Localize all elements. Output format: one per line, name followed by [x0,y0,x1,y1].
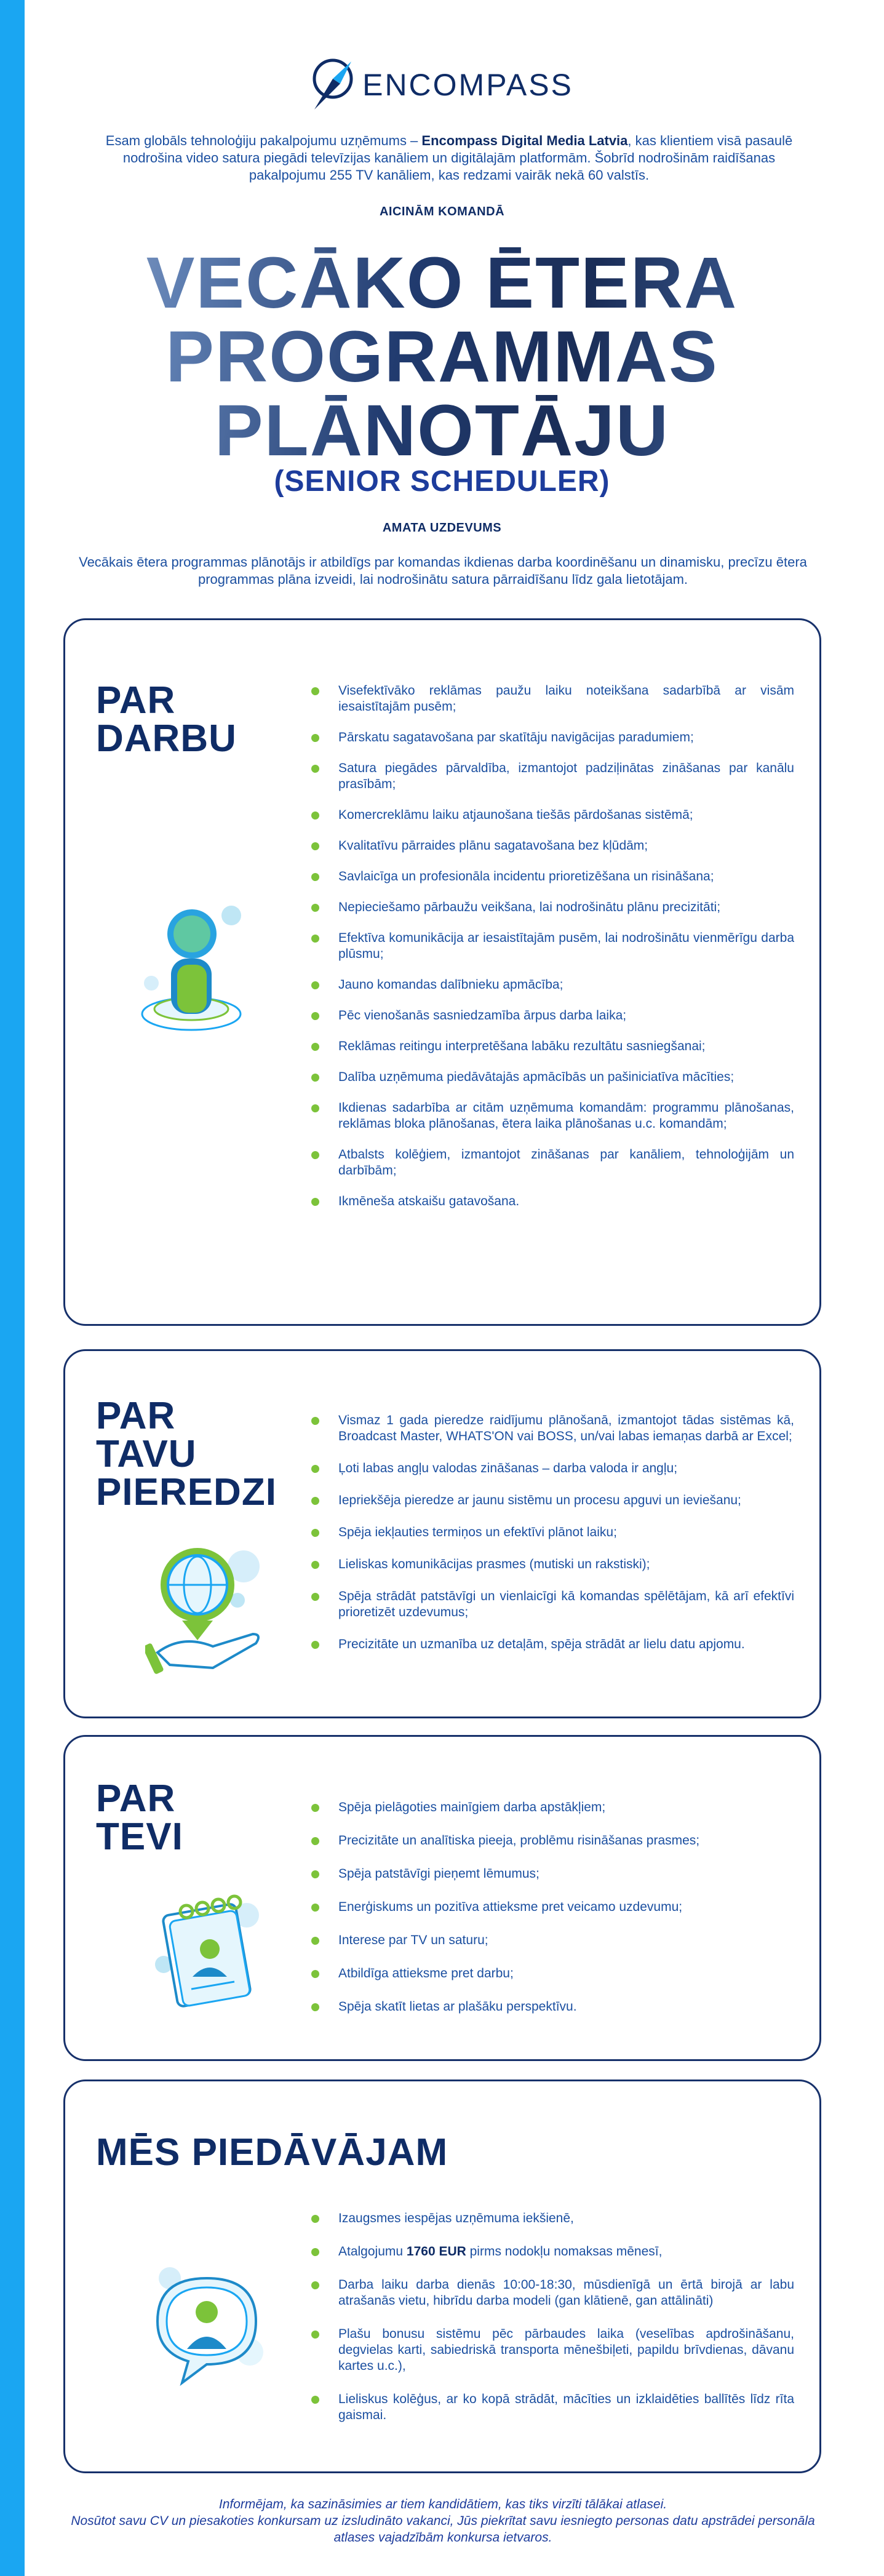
job-title-line-2: PROGRAMMAS [165,316,719,397]
list-item: Enerģiskums un pozitīva attieksme pret veicamo uzdevumu; [311,1899,794,1915]
list-item: Izaugsmes iespējas uzņēmuma iekšienē, [311,2211,794,2227]
compass-logo-icon [311,57,359,113]
list-item: Atbalsts kolēģiem, izmantojot zināšanas par kanāliem, tehnoloģijām un darbībām; [311,1147,794,1179]
title-line: TEVI [96,1816,183,1858]
card-par-darbu [63,618,821,1326]
intro-text-start: Esam globāls tehnoloģiju pakalpojumu uzņēmums – [105,133,422,148]
list-item: Interese par TV un saturu; [311,1932,794,1948]
list-item: Ikmēneša atskaišu gatavošana. [311,1194,794,1210]
card-mes-piedavajam [63,2080,821,2473]
encompass-logo [0,54,884,116]
list-item: Spēja iekļauties termiņos un efektīvi plānot laiku; [311,1525,794,1541]
task-description: Vecākais ētera programmas plānotājs ir atbildīgs par komandas ikdienas darba koordinēšanu un dinamisku, precīzu ētera programmas plāna izveidi, lai nodrošinātu satura pārraidīšanu līdz gala lietotājam. [79,554,807,587]
title-line: TAVU [96,1433,197,1475]
list-item: Iepriekšēja pieredze ar jaunu sistēmu un procesu apguvi un ieviešanu; [311,1493,794,1509]
list-item: Darba laiku darba dienās 10:00-18:30, mūsdienīgā un ērtā birojā ar labu atrašanās vietu, hibrīdu darba modeli (gan klātienē, gan attālināti) [311,2277,794,2309]
section-title-work [96,679,237,760]
experience-list [311,1413,794,1653]
chat-person-icon [145,2260,268,2398]
title-line: PAR [96,679,176,722]
section-title-offer: MĒS PIEDĀVĀJAM [96,2131,448,2174]
task-label: AMATA UZDEVUMS [382,521,502,535]
you-list [311,1800,794,2015]
section-title-you [96,1777,183,1858]
list-item: Spēja strādāt patstāvīgi un vienlaicīgi kā komandas spēlētājam, kā arī efektīvi prioretizēt uzdevumus; [311,1589,794,1621]
salary-text: Atalgojumu [338,2244,407,2259]
job-title-line-1: VECĀKO ĒTERA [146,242,738,324]
job-title-line-3: PLĀNOTĀJU [214,390,670,471]
list-item: Spēja skatīt lietas ar plašāku perspektīvu. [311,1999,794,2015]
list-item: Pēc vienošanās sasniedzamība ārpus darba laika; [311,1008,794,1024]
globe-hand-icon [145,1542,268,1680]
list-item: Lieliskus kolēģus, ar ko kopā strādāt, mācīties un izklaidēties ballītēs līdz rīta gaismai. [311,2391,794,2423]
list-item: Komercreklāmu laiku atjaunošana tiešās pārdošanas sistēmā; [311,807,794,823]
list-item-salary [311,2244,794,2260]
brand-wordmark: ENCOMPASS [362,68,573,102]
contact-notebook-icon [148,1891,265,2035]
title-line: PAR [96,1777,176,1820]
salary-text: pirms nodokļu nomaksas mēnesī, [466,2244,663,2259]
list-item: Satura piegādes pārvaldība, izmantojot padziļinātas zināšanas par kanālu prasībām; [311,760,794,792]
footer-line-2: Nosūtot savu CV un piesakoties konkursam uz izsludināto vakanci, Jūs piekrītat savu iesniegto personas datu apstrādei personāla atlases vajadzībām konkursa ietvaros. [71,2514,815,2545]
list-item: Precizitāte un analītiska pieeja, problēmu risināšanas prasmes; [311,1833,794,1849]
card-par-tevi [63,1735,821,2061]
company-name: Encompass Digital Media Latvia [421,133,628,148]
footer-line-1: Informējam, ka sazināsimies ar tiem kandidātiem, kas tiks virzīti tālākai atlasei. [218,2497,667,2511]
list-item: Plašu bonusu sistēmu pēc pārbaudes laika (veselības apdrošināšanu, degvielas karti, sabiedriskā transporta mēnešbiļeti, papildu brīvdienas, dāvanu kartes u.c.), [311,2326,794,2374]
list-item: Jauno komandas dalībnieku apmācība; [311,977,794,993]
list-item: Visefektīvāko reklāmas paužu laiku noteikšana sadarbībā ar visām iesaistītajām pusēm; [311,683,794,715]
list-item: Atbildīga attieksme pret darbu; [311,1966,794,1982]
list-item: Efektīva komunikācija ar iesaistītajām pusēm, lai nodrošinātu vienmērīgu darba plūsmu; [311,930,794,962]
section-title-experience [96,1397,277,1512]
list-item: Pārskatu sagatavošana par skatītāju navigācijas paradumiem; [311,730,794,746]
list-item: Reklāmas reitingu interpretēšana labāku rezultātu sasniegšanai; [311,1039,794,1055]
job-title-english: (SENIOR SCHEDULER) [274,465,610,498]
intro-text-end: , kas klientiem visā pasaulē nodrošina video satura piegādi televīzijas kanāliem un digitālajām platformām. Šobrīd nodrošinām raidīšanas pakalpojumu 255 TV kanāliem, kas redzami vairāk nekā 60 valstīs. [122,133,793,183]
list-item: Spēja patstāvīgi pieņemt lēmumus; [311,1866,794,1882]
job-title [0,242,884,471]
work-list [311,683,794,1210]
footer-note [62,2496,824,2546]
salary-amount: 1760 EUR [406,2244,466,2259]
list-item: Kvalitatīvu pārraides plānu sagatavošana bez kļūdām; [311,838,794,854]
list-item: Savlaicīga un profesionāla incidentu prioretizēšana un risināšana; [311,869,794,885]
card-par-tavu-pieredzi [63,1349,821,1718]
invite-label: AICINĀM KOMANDĀ [379,205,505,218]
title-line: DARBU [96,717,237,760]
list-item: Spēja pielāgoties mainīgiem darba apstākļiem; [311,1800,794,1816]
company-intro [92,132,806,184]
title-line: PIEREDZI [96,1471,277,1513]
list-item: Vismaz 1 gada pieredze raidījumu plānošanā, izmantojot tādas sistēmas kā, Broadcast Master, WHATS'ON vai BOSS, un/vai labas iemaņas darbā ar Excel; [311,1413,794,1445]
person-pedestal-icon [139,897,256,1048]
list-item: Dalība uzņēmuma piedāvātajās apmācībās un pašiniciatīva mācīties; [311,1069,794,1085]
list-item: Ikdienas sadarbība ar citām uzņēmuma komandām: programmu plānošanas, reklāmas bloka plānošanas, ētera laika plānošanas u.c. komandām; [311,1100,794,1132]
list-item: Ļoti labas angļu valodas zināšanas – darba valoda ir angļu; [311,1461,794,1477]
offer-list [311,2211,794,2423]
list-item: Nepieciešamo pārbaužu veikšana, lai nodrošinātu plānu precizitāti; [311,899,794,915]
list-item: Lieliskas komunikācijas prasmes (mutiski un rakstiski); [311,1557,794,1573]
list-item: Precizitāte un uzmanība uz detaļām, spēja strādāt ar lielu datu apjomu. [311,1637,794,1653]
title-line: PAR [96,1395,176,1437]
